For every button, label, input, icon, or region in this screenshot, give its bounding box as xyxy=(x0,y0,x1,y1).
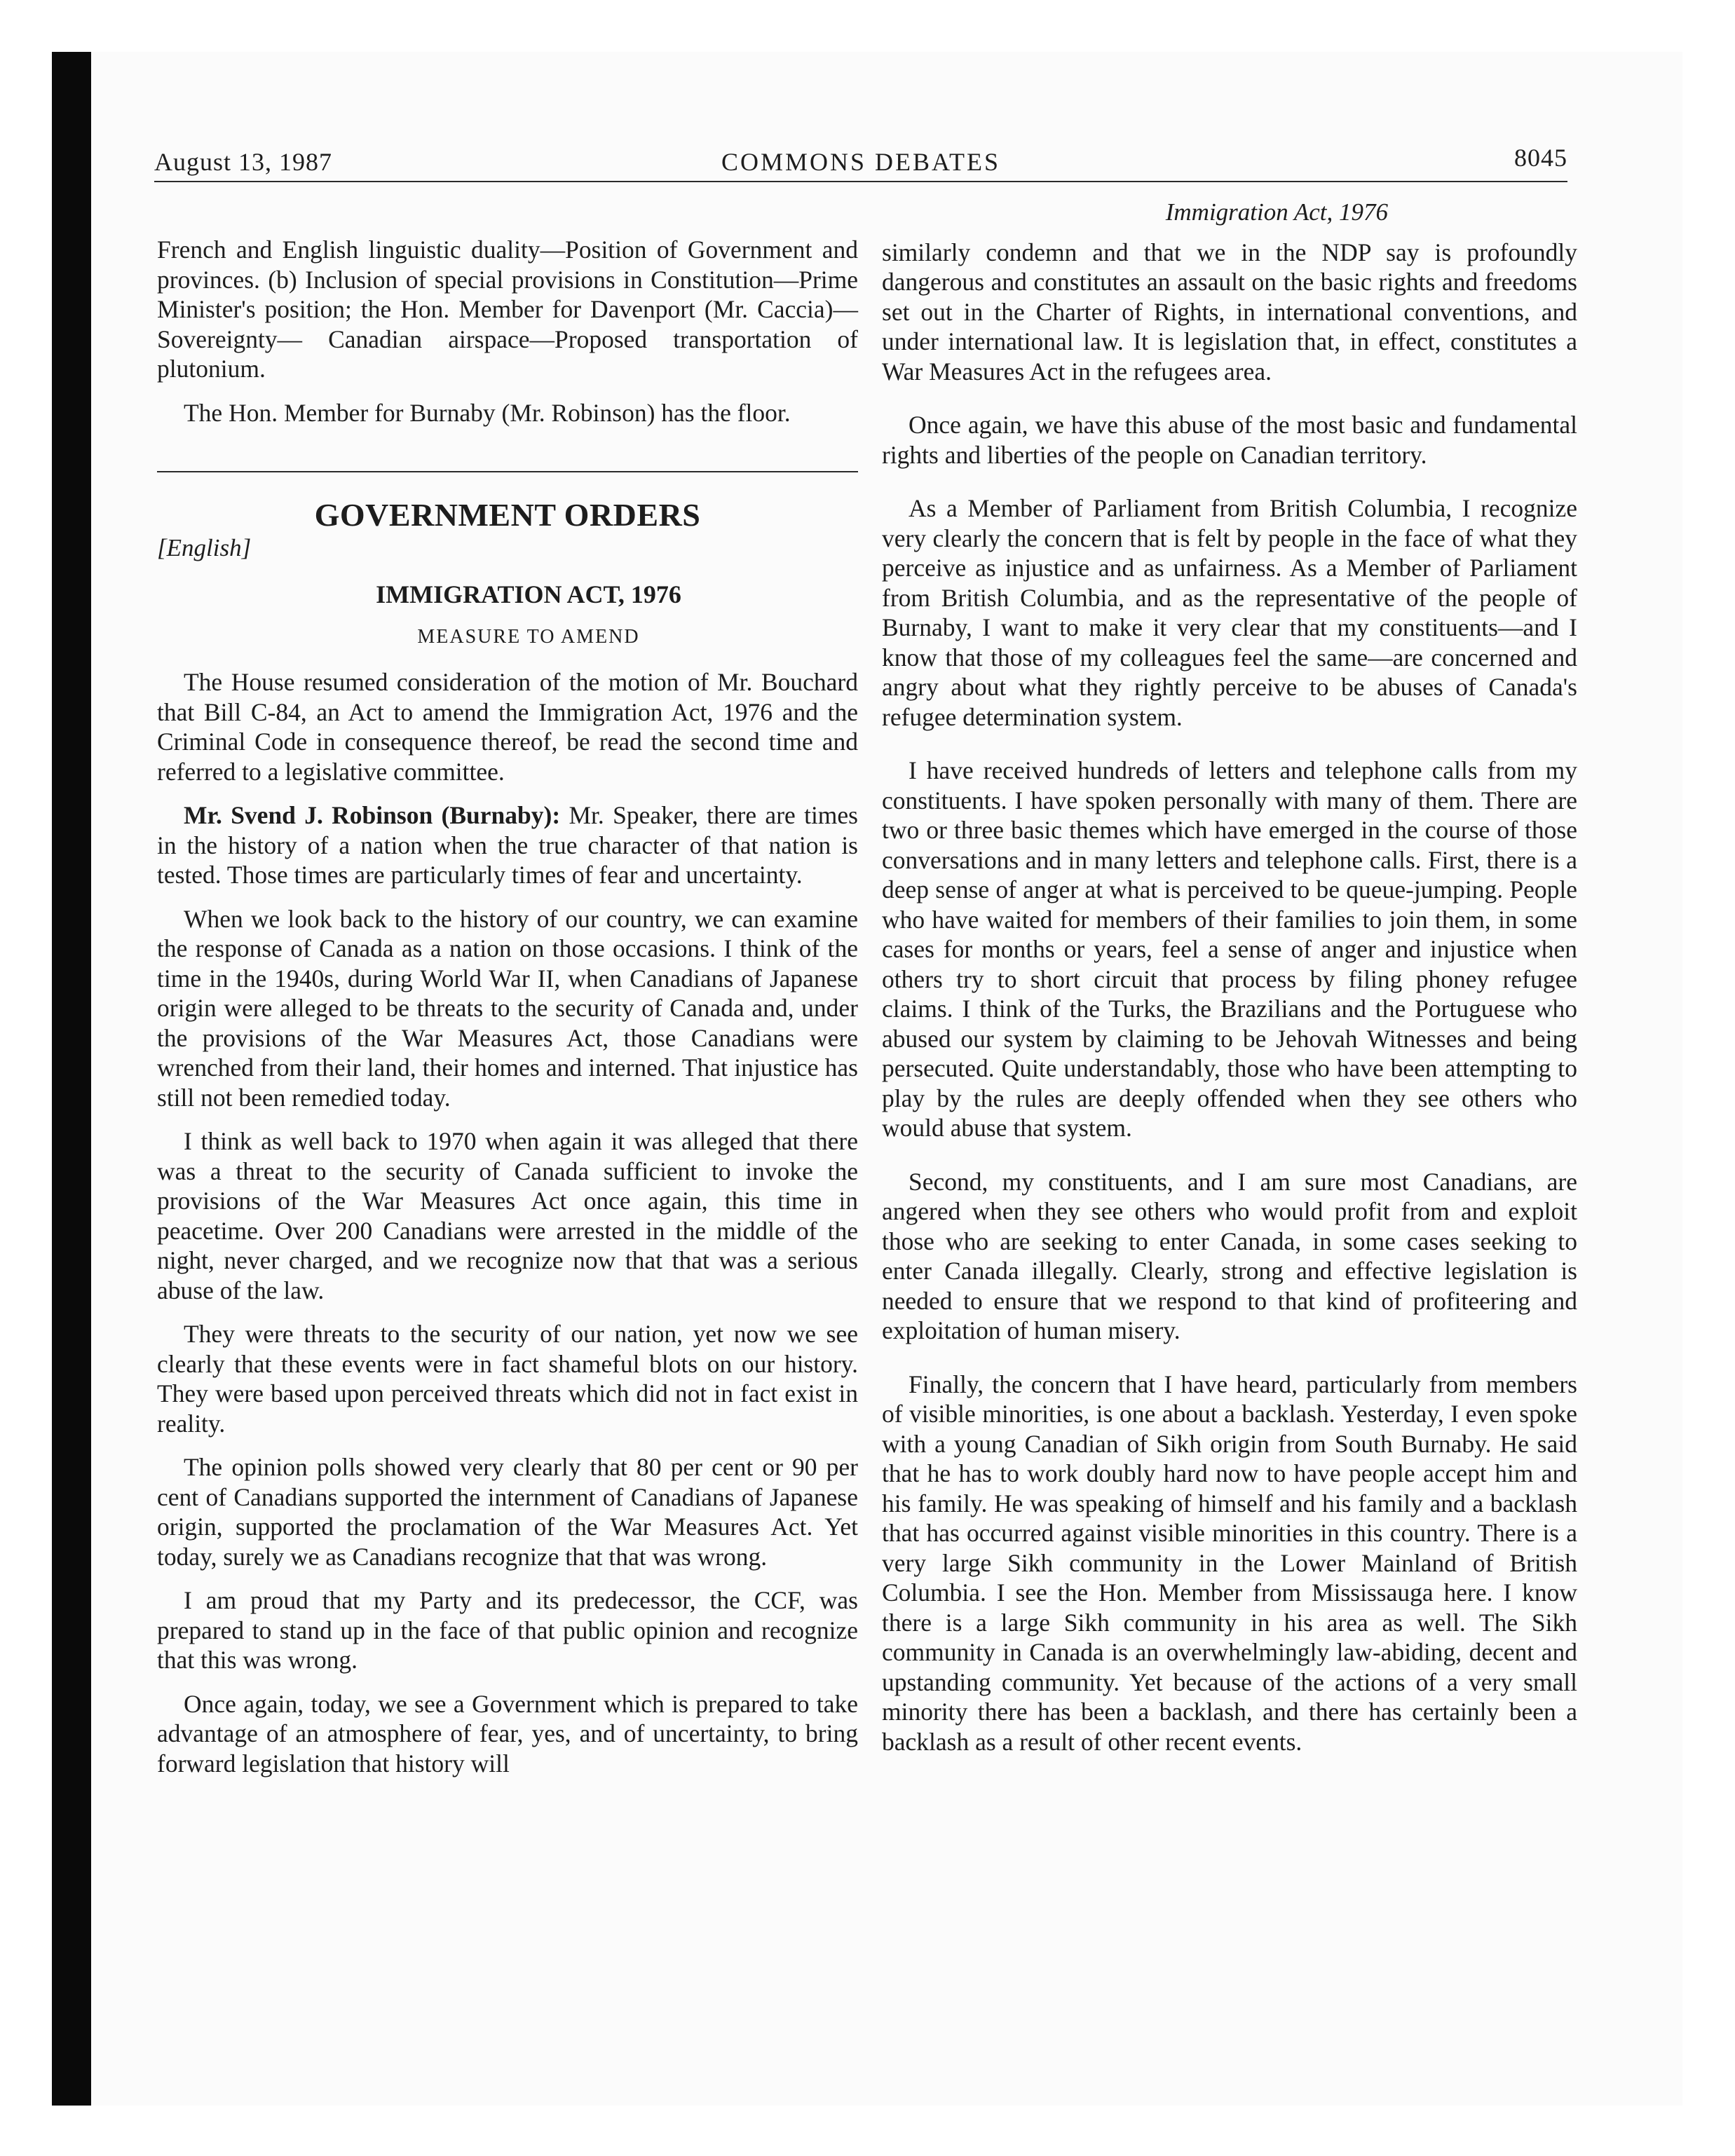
body-paragraph: Finally, the concern that I have heard, particularly from members of visible minorities, is one about a backlash. Yesterday, I even spoke with a young Canadian of Sikh origin from South Burnaby. He said that he has to work doubly hard now to have people accept him and his family. He was speaking of himself and his family and a backlash that has occurred against visible minorities in this country. There is a very large Sikh community in the Lower Mainland of British Columbia. I see the Hon. Member from Mississauga here. I know there is a large Sikh community in his area as well. The Sikh community in Canada is an overwhelmingly law-abiding, decent and upstanding community. Yet because of the actions of a very small minority there has been a backlash, and there has certainly been a backlash as a result of other recent events. xyxy=(882,1370,1577,1756)
body-paragraph: I think as well back to 1970 when again it was alleged that there was a threat to the security of Canada sufficient to invoke the provisions of the War Measures Act once again, this time in peacetime. Over 200 Canadians were arrested in the middle of the night, never charged, and we recognize now that that was a serious abuse of the law. xyxy=(157,1127,858,1304)
body-paragraph: The opinion polls showed very clearly that 80 per cent or 90 per cent of Canadians supported the internment of Canadians of Japanese origin, supported the proclamation of the War Measures Act. Yet today, surely we as Canadians recognize that that was wrong. xyxy=(157,1453,858,1571)
body-paragraph: Once again, today, we see a Government which is prepared to take advantage of an atmosphere of fear, yes, and of uncertainty, to bring forward legislation that history will xyxy=(157,1689,858,1778)
motion-paragraph: The House resumed consideration of the motion of Mr. Bouchard that Bill C-84, an Act to amend the Immigration Act, 1976 and the Criminal Code in consequence thereof, be read the second time and referred to a legislative committee. xyxy=(157,668,858,786)
body-paragraph: Once again, we have this abuse of the most basic and fundamental rights and liberties of the people on Canadian territory. xyxy=(882,411,1577,469)
speaker-name: Mr. Svend J. Robinson (Burnaby): xyxy=(184,801,561,829)
body-paragraph: Second, my constituents, and I am sure most Canadians, are angered when they see others who would profit from and exploit those who are seeking to enter Canada, in some cases seeking to enter Canada illegally. Clearly, strong and effective legislation is needed to ensure that we respond to that kind of profiteering and exploitation of human misery. xyxy=(882,1167,1577,1344)
section-divider xyxy=(157,471,858,472)
header-journal-title: COMMONS DEBATES xyxy=(721,148,1001,176)
running-head: Immigration Act, 1976 xyxy=(1165,198,1388,226)
header-page-number: 8045 xyxy=(1514,144,1567,172)
scan-edge-bar xyxy=(52,52,91,2106)
left-column xyxy=(157,235,858,1792)
floor-paragraph: The Hon. Member for Burnaby (Mr. Robinson) has the floor. xyxy=(184,398,791,427)
right-column xyxy=(882,198,1577,1780)
speech-opening-text: Mr. Speaker, there are times in the history of a nation when the true character of that nation is tested. Those times are particularly times of fear and uncertainty. xyxy=(157,801,858,889)
body-paragraph: I am proud that my Party and its predecessor, the CCF, was prepared to stand up in the face of that public opinion and recognize that this was wrong. xyxy=(157,1586,858,1674)
speech-opening-paragraph xyxy=(157,800,858,890)
subsection-title: IMMIGRATION ACT, 1976 xyxy=(376,580,681,608)
language-tag: [English] xyxy=(157,533,252,561)
section-title: GOVERNMENT ORDERS xyxy=(314,497,701,533)
body-paragraph: They were threats to the security of our nation, yet now we see clearly that these events were in fact shameful blots on our history. They were based upon perceived threats which did not in fact exist in reality. xyxy=(157,1320,858,1438)
header-rule xyxy=(154,181,1567,182)
header-date: August 13, 1987 xyxy=(154,148,333,176)
body-paragraph: I have received hundreds of letters and telephone calls from my constituents. I have spoken personally with many of them. There are two or three basic themes which have emerged in the course of those conversations and in many letters and telephone calls. First, there is a deep sense of anger at what is perceived to be queue-jumping. People who have waited for members of their families to join them, in some cases for months or years, feel a sense of anger and injustice when others try to short circuit that process by filing phoney refugee claims. I think of the Turks, the Brazilians and the Portuguese who abused our system by claiming to be Jehovah Witnesses and being persecuted. Quite understandably, those who have been attempting to play by the rules are deeply offended when they see others who would abuse that system. xyxy=(882,756,1577,1142)
body-paragraph: As a Member of Parliament from British Columbia, I recognize very clearly the concern that is felt by people in the face of what they perceive as injustice and as unfairness. As a Member of Parliament from British Columbia, and as the representative of the people of Burnaby, I want to make it very clear that my constituents—and I know that those of my colleagues feel the same—are concerned and angry about what they rightly perceive to be abuses of Canada's refugee determination system. xyxy=(882,494,1577,731)
page-header xyxy=(154,143,1567,182)
body-paragraph: When we look back to the history of our country, we can examine the response of Canada as a nation on those occasions. I think of the time in the 1940s, during World War II, when Canadians of Japanese origin were alleged to be threats to the security of Canada and, under the provisions of the War Measures Act, those Canadians were wrenched from their land, their homes and interned. That injustice has still not been remedied today. xyxy=(157,904,858,1112)
subsubsection-title: MEASURE TO AMEND xyxy=(417,625,640,648)
continuation-paragraph: similarly condemn and that we in the NDP say is profoundly dangerous and constitutes an assault on the basic rights and freedoms set out in the Charter of Rights, in international conventions, and under international law. It is legislation that, in effect, constitutes a War Measures Act in the refugees area. xyxy=(882,238,1577,386)
intro-paragraph: French and English linguistic duality—Position of Government and provinces. (b) Inclusion of special provisions in Constitution—Prime Minister's position; the Hon. Member for Davenport (Mr. Caccia)—Sovereignty— Canadian airspace—Proposed transportation of plutonium. xyxy=(157,236,858,383)
